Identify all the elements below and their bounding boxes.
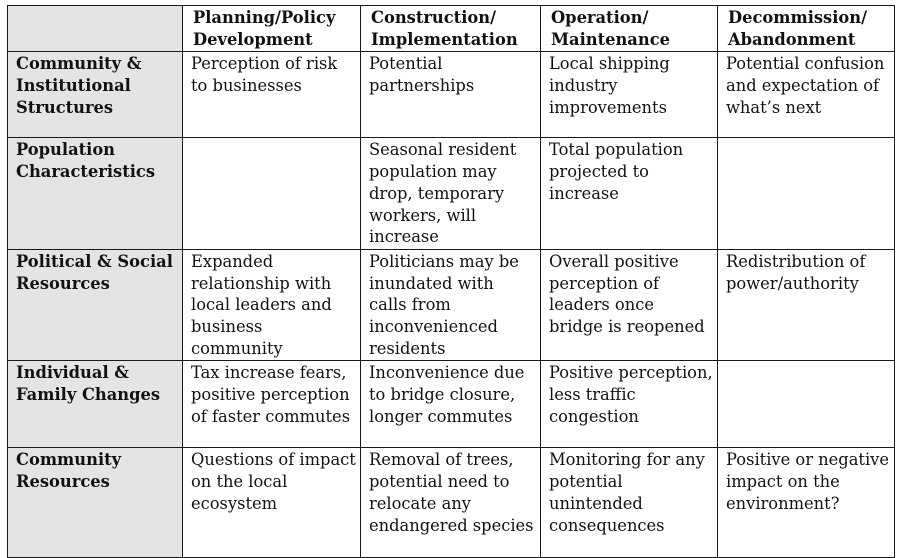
row-header: Individual & Family Changes	[8, 361, 183, 448]
table-cell: Removal of trees, potential need to relocate any endangered species	[361, 448, 541, 558]
table-cell: Positive or negative impact on the environment?	[718, 448, 895, 558]
table-row-community-resources	[8, 448, 895, 558]
impact-table	[7, 5, 895, 558]
table-row-individual-family	[8, 361, 895, 448]
table-cell	[718, 361, 895, 448]
corner-cell	[8, 6, 183, 52]
column-header-planning: Planning/Policy Development	[183, 6, 361, 52]
table-cell: Potential confusion and expectation of what’s next	[718, 52, 895, 138]
row-header: Political & Social Resources	[8, 249, 183, 361]
table-row-political-social	[8, 249, 895, 361]
table-cell: Tax increase fears, positive perception of faster commutes	[183, 361, 361, 448]
table-cell: Questions of impact on the local ecosystem	[183, 448, 361, 558]
table-cell: Expanded relationship with local leaders and business community	[183, 249, 361, 361]
column-header-construction: Construction/ Implementation	[361, 6, 541, 52]
table-cell: Monitoring for any potential unintended consequences	[541, 448, 718, 558]
table-cell: Seasonal resident population may drop, temporary workers, will increase	[361, 138, 541, 250]
table-cell: Redistribution of power/authority	[718, 249, 895, 361]
table-row-population	[8, 138, 895, 250]
table-row-community-institutional	[8, 52, 895, 138]
row-header: Community & Institutional Structures	[8, 52, 183, 138]
column-header-decommission: Decommission/ Abandonment	[718, 6, 895, 52]
table-cell: Potential partnerships	[361, 52, 541, 138]
column-header-operation: Operation/ Maintenance	[541, 6, 718, 52]
table-cell: Perception of risk to businesses	[183, 52, 361, 138]
table-cell: Positive perception, less traffic congestion	[541, 361, 718, 448]
table-cell	[718, 138, 895, 250]
table-cell	[183, 138, 361, 250]
table-cell: Inconvenience due to bridge closure, longer commutes	[361, 361, 541, 448]
table-cell: Politicians may be inundated with calls from inconvenienced residents	[361, 249, 541, 361]
impact-table-wrapper	[7, 5, 895, 558]
table-cell: Local shipping industry improvements	[541, 52, 718, 138]
header-row	[8, 6, 895, 52]
row-header: Population Characteristics	[8, 138, 183, 250]
table-cell: Total population projected to increase	[541, 138, 718, 250]
table-cell: Overall positive perception of leaders once bridge is reopened	[541, 249, 718, 361]
row-header: Community Resources	[8, 448, 183, 558]
